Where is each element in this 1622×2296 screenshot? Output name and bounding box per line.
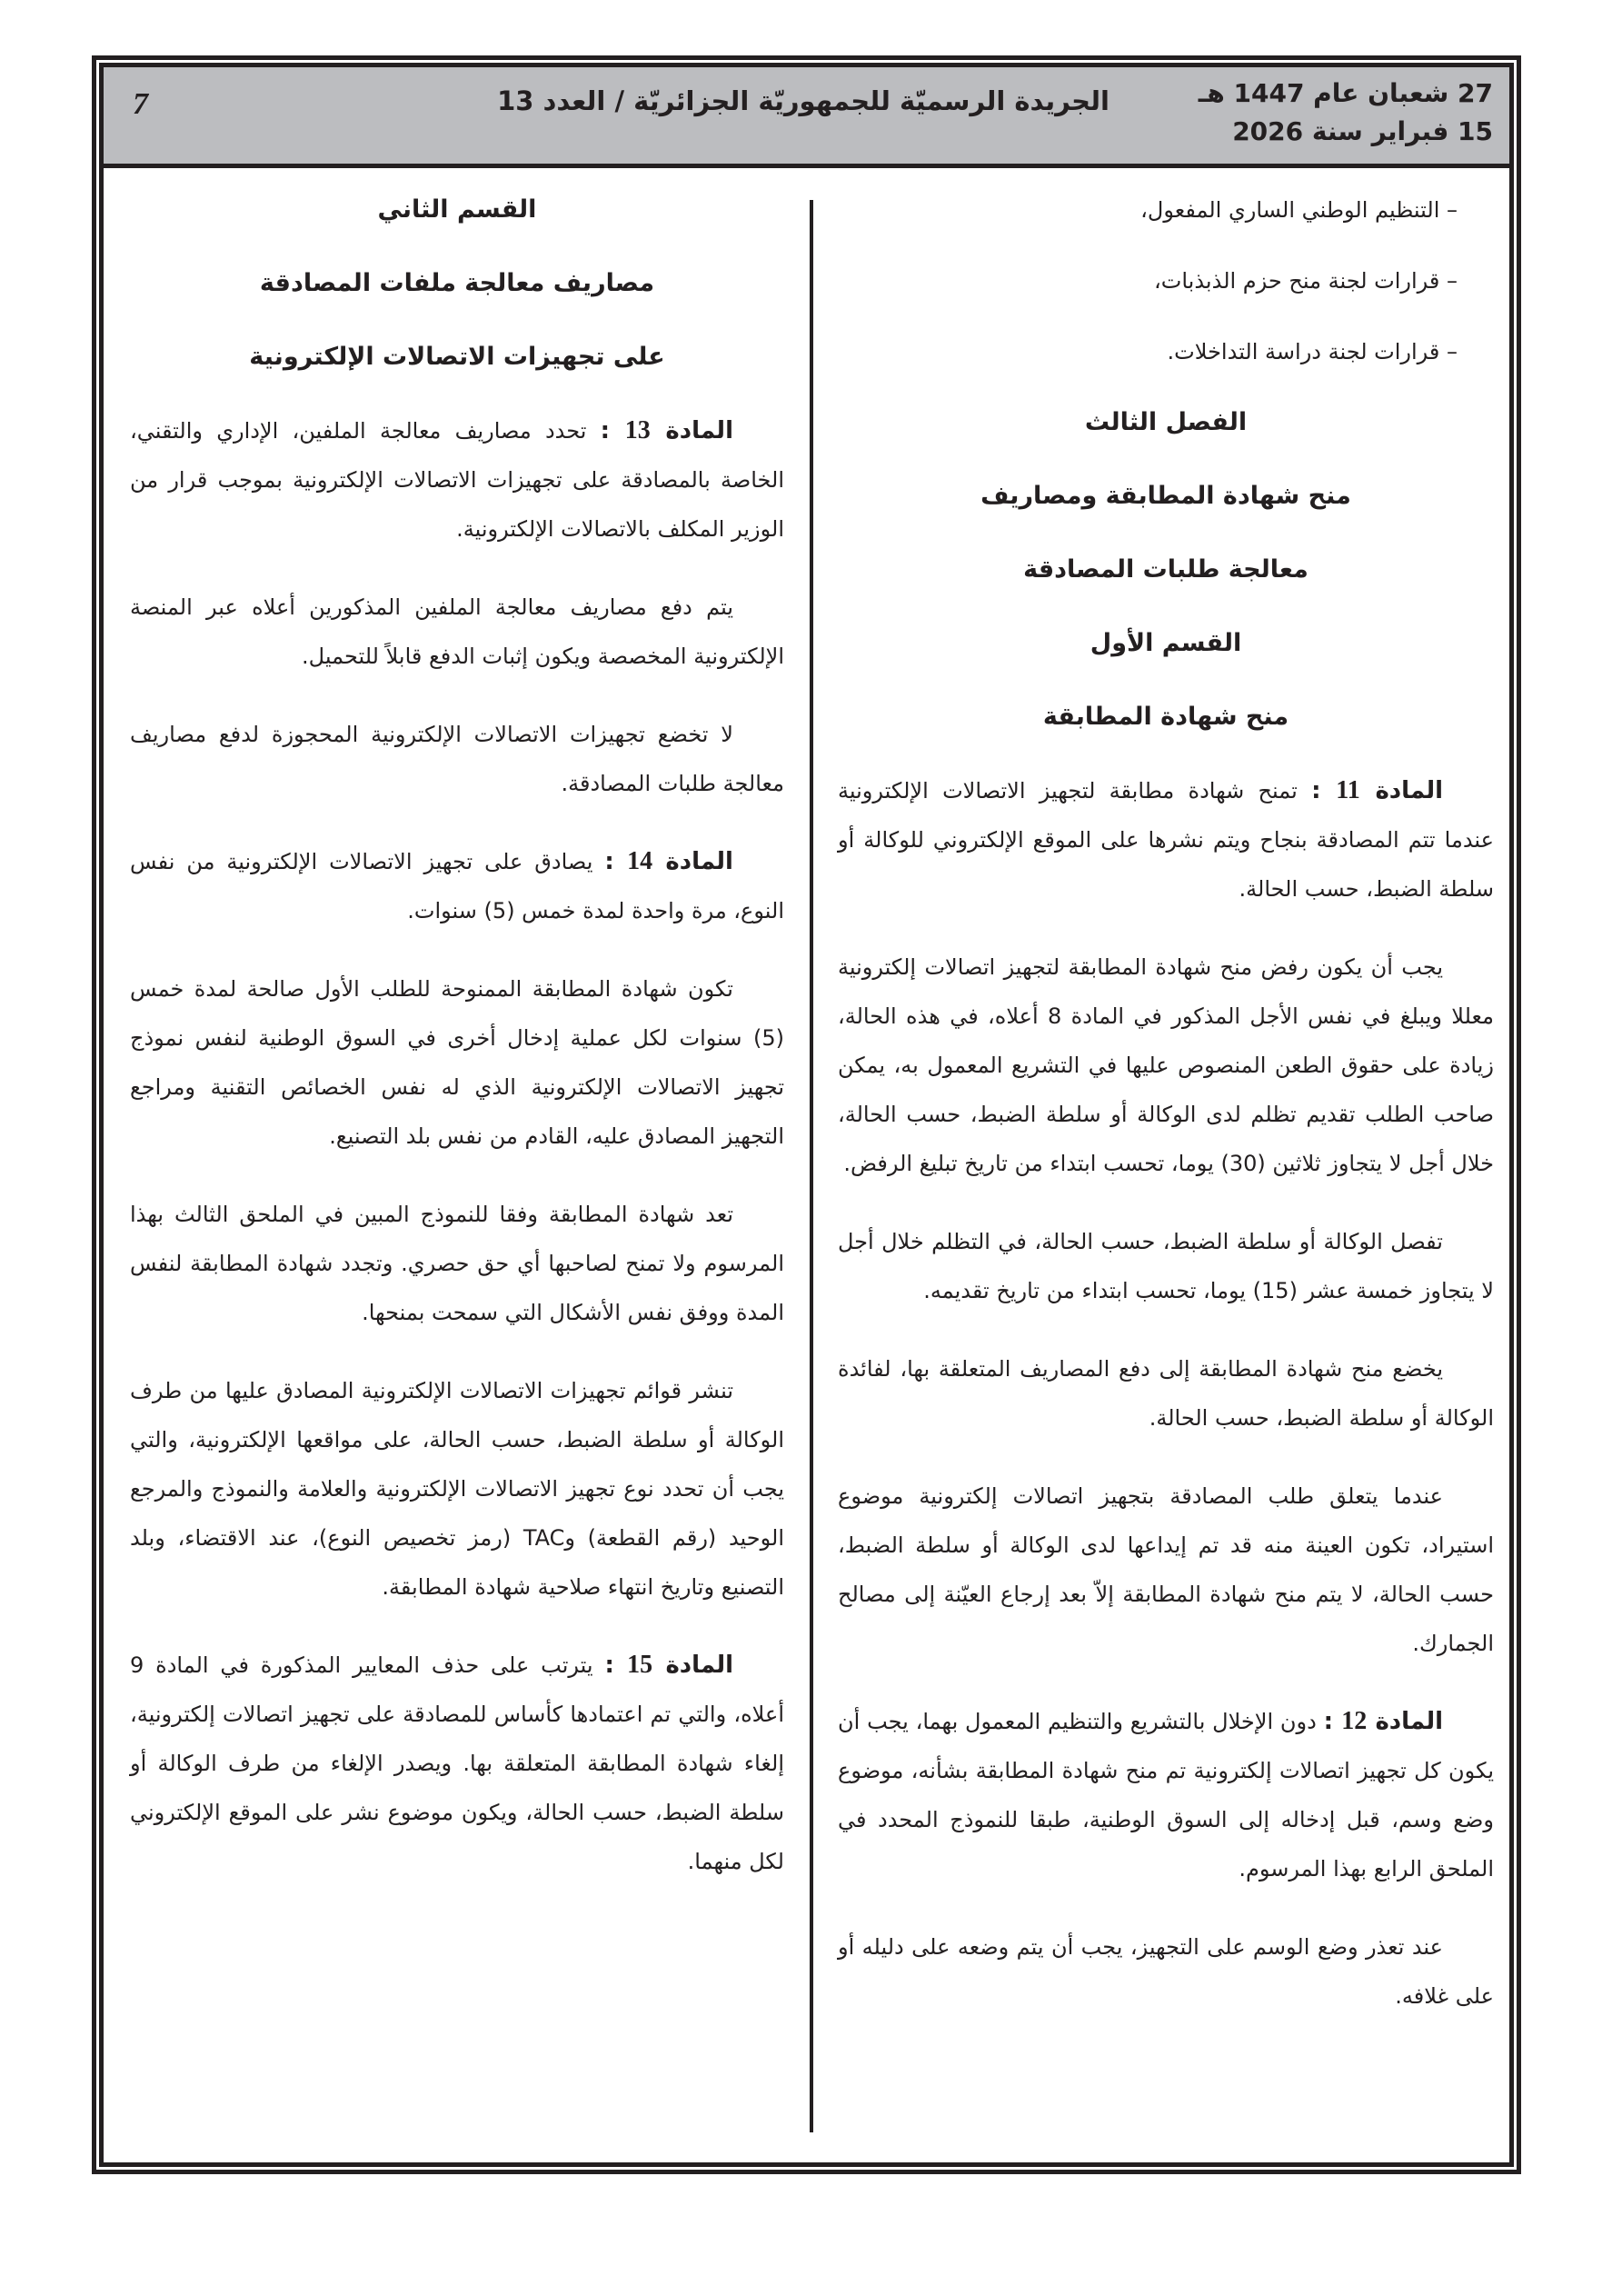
section-title: منح شهادة المطابقة bbox=[1042, 703, 1289, 731]
publication-title: الجريدة الرسميّة للجمهوريّة الجزائريّة / العدد 13 bbox=[497, 85, 1110, 116]
article-label: المادة 14 : bbox=[604, 847, 733, 875]
page-number: 7 bbox=[133, 87, 148, 121]
section-heading: القسم الأول bbox=[1090, 629, 1242, 657]
article-label: المادة 15 : bbox=[604, 1651, 734, 1679]
chapter-title-line-2: معالجة طلبات المصادقة bbox=[1023, 555, 1309, 584]
article-text: يصادق على تجهيز الاتصالات الإلكترونية من نفس النوع، مرة واحدة لمدة خمس (5) سنوات. bbox=[130, 849, 784, 923]
issue-date bbox=[1199, 75, 1493, 151]
right-column bbox=[838, 178, 1494, 2050]
paragraph: يتم دفع مصاريف معالجة الملفين المذكورين أعلاه عبر المنصة الإلكترونية المخصصة ويكون إثبات الدفع قابلاً للتحميل. bbox=[130, 594, 784, 669]
paragraph: عند تعذر وضع الوسم على التجهيز، يجب أن يتم وضعه على دليله أو على غلافه. bbox=[838, 1934, 1494, 2009]
article-15 bbox=[130, 1641, 784, 1886]
article-13 bbox=[130, 406, 784, 554]
article-label: المادة 13 : bbox=[600, 416, 733, 444]
article-text: يترتب على حذف المعايير المذكورة في المادة 9 أعلاه، والتي تم اعتمادها كأساس للمصادقة على تجهيز اتصالات إلكترونية، إلغاء شهادة المطابقة المتعلقة بها. ويصدر الإلغاء من طرف الوكالة أو سلطة الضبط، حسب الحالة، ويكون موضوع نشر على الموقع الإلكتروني لكل منهما. bbox=[130, 1652, 784, 1874]
section-title-line-2: على تجهيزات الاتصالات الإلكترونية bbox=[249, 343, 665, 371]
paragraph: تعد شهادة المطابقة وفقا للنموذج المبين في الملحق الثالث بهذا المرسوم ولا تمنح لصاحبها أي حق حصري. وتجدد شهادة المطابقة لنفس المدة ووفق نفس الأشكال التي سمحت بمنحها. bbox=[130, 1202, 784, 1325]
article-text: تحدد مصاريف معالجة الملفين، الإداري والتقني، الخاصة بالمصادقة على تجهيزات الاتصالات الإلكترونية بموجب قرار من الوزير المكلف بالاتصالات الإلكترونية. bbox=[130, 418, 784, 542]
paragraph: لا تخضع تجهيزات الاتصالات الإلكترونية المحجوزة لدفع مصاريف معالجة طلبات المصادقة. bbox=[130, 722, 784, 796]
gregorian-date: 15 فبراير سنة 2026 bbox=[1232, 116, 1493, 146]
article-label: المادة 12 : bbox=[1323, 1707, 1444, 1735]
section-title-line-1: مصاريف معالجة ملفات المصادقة bbox=[259, 269, 655, 297]
page-header bbox=[104, 67, 1509, 168]
paragraph: يجب أن يكون رفض منح شهادة المطابقة لتجهيز اتصالات إلكترونية معللا ويبلغ في نفس الأجل المذكور في المادة 8 أعلاه، في هذه الحالة، زيادة على حقوق الطعن المنصوص عليها في التشريع المعمول به، يمكن صاحب الطلب تقديم تظلم لدى الوكالة أو سلطة الضبط، حسب الحالة، خلال أجل لا يتجاوز ثلاثين (30) يوما، تحسب ابتداء من تاريخ تبليغ الرفض. bbox=[838, 954, 1494, 1176]
article-11 bbox=[838, 766, 1494, 913]
left-column bbox=[130, 178, 784, 1915]
article-label: المادة 11 : bbox=[1311, 776, 1443, 804]
paragraph: يخضع منح شهادة المطابقة إلى دفع المصاريف المتعلقة بها، لفائدة الوكالة أو سلطة الضبط، حسب الحالة. bbox=[838, 1356, 1494, 1431]
chapter-title-line-1: منح شهادة المطابقة ومصاريف bbox=[980, 482, 1351, 510]
column-divider bbox=[810, 200, 813, 2132]
article-text: تمنح شهادة مطابقة لتجهيز الاتصالات الإلكترونية عندما تتم المصادقة بنجاح ويتم نشرها على الموقع الإلكتروني للوكالة أو سلطة الضبط، حسب الحالة. bbox=[838, 778, 1494, 902]
article-text: دون الإخلال بالتشريع والتنظيم المعمول بهما، يجب أن يكون كل تجهيز اتصالات إلكترونية تم منح شهادة المطابقة بشأنه، موضوع وضع وسم، قبل إدخاله إلى السوق الوطنية، طبقا للنموذج المحدد في الملحق الرابع بهذا المرسوم. bbox=[838, 1709, 1494, 1882]
paragraph: تكون شهادة المطابقة الممنوحة للطلب الأول صالحة لمدة خمس (5) سنوات لكل عملية إدخال أخرى في السوق الوطنية لنفس نموذج تجهيز الاتصالات الإلكترونية الذي له نفس الخصائص التقنية ومراجع التجهيز المصادق عليه، القادم من نفس بلد التصنيع. bbox=[130, 976, 784, 1149]
paragraph: تنشر قوائم تجهيزات الاتصالات الإلكترونية المصادق عليها من طرف الوكالة أو سلطة الضبط، حسب الحالة، على مواقعها الإلكترونية، والتي يجب أن تحدد نوع تجهيز الاتصالات الإلكترونية والعلامة والنموذج والمرجع الوحيد (رقم القطعة) وTAC (رمز تخصيص النوع)، عند الاقتضاء، وبلد التصنيع وتاريخ انتهاء صلاحية شهادة المطابقة. bbox=[130, 1378, 784, 1600]
chapter-heading: الفصل الثالث bbox=[1084, 408, 1248, 436]
article-12 bbox=[838, 1697, 1494, 1893]
list-item: – قرارات لجنة منح حزم الذبذبات، bbox=[1153, 268, 1458, 294]
hijri-date: 27 شعبان عام 1447 هـ bbox=[1198, 78, 1493, 108]
paragraph: تفصل الوكالة أو سلطة الضبط، حسب الحالة، في التظلم خلال أجل لا يتجاوز خمسة عشر (15) يوما، تحسب ابتداء من تاريخ تقديمه. bbox=[838, 1229, 1494, 1303]
section-heading: القسم الثاني bbox=[377, 195, 537, 224]
article-14 bbox=[130, 837, 784, 935]
paragraph: عندما يتعلق طلب المصادقة بتجهيز اتصالات إلكترونية موضوع استيراد، تكون العينة منه قد تم إيداعها لدى الوكالة أو سلطة الضبط، حسب الحالة، لا يتم منح شهادة المطابقة إلاّ بعد إرجاع العيّنة إلى مصالح الجمارك. bbox=[838, 1483, 1494, 1656]
list-item: – التنظيم الوطني الساري المفعول، bbox=[1140, 197, 1458, 223]
list-item: – قرارات لجنة دراسة التداخلات. bbox=[1167, 339, 1458, 364]
